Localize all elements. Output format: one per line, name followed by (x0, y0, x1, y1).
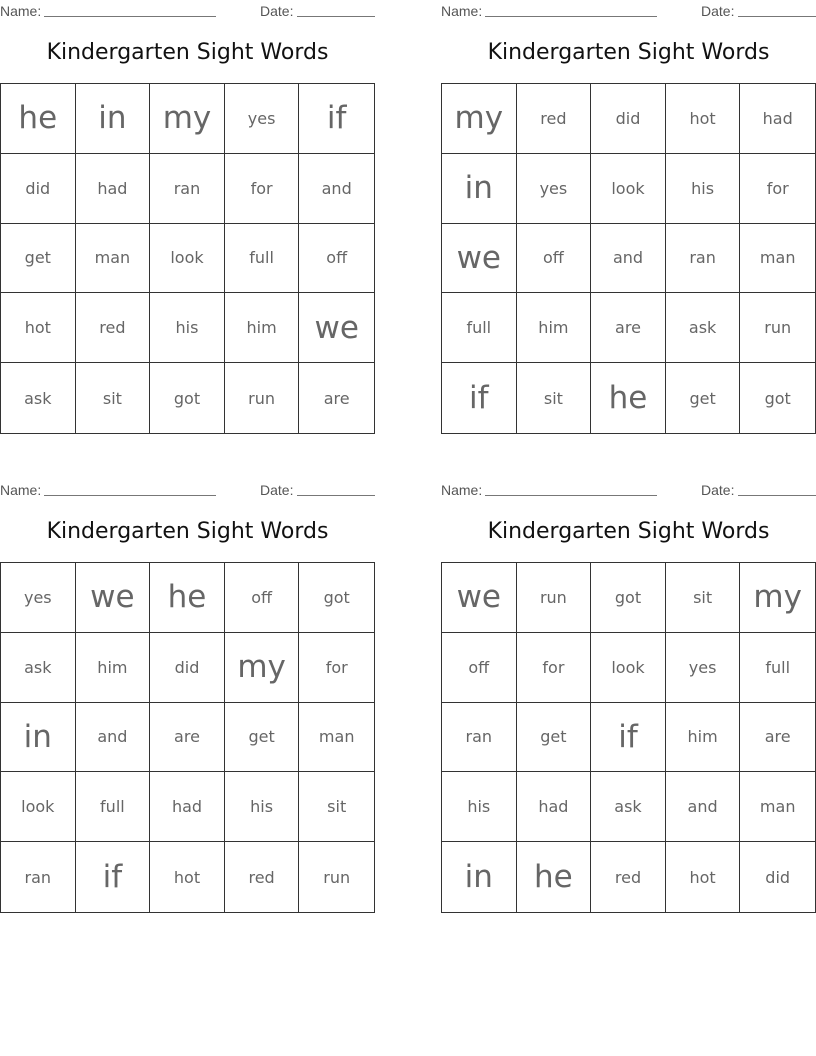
word-cell: look (150, 224, 225, 294)
word-cell: he (591, 363, 666, 433)
word-cell: his (442, 772, 517, 842)
word-cell: if (76, 842, 151, 912)
word-cell: had (740, 84, 815, 154)
word-cell: sit (666, 563, 741, 633)
date-label: Date: (260, 482, 294, 498)
name-label: Name: (441, 482, 483, 498)
word-cell: run (517, 563, 592, 633)
word-cell: are (323, 388, 350, 408)
word-cell: red (517, 84, 592, 154)
bingo-card (441, 0, 816, 434)
word-cell: for (299, 633, 374, 703)
word-cell: my (442, 84, 517, 154)
word-cell: him (76, 633, 151, 703)
word-cell: and (591, 224, 666, 294)
word-cell: he (150, 563, 225, 633)
word-cell: if (442, 363, 517, 433)
word-cell: yes (517, 154, 592, 224)
word-cell: are (591, 293, 666, 363)
word-cell: in (1, 703, 76, 773)
word-cell: sit (76, 363, 151, 433)
word-cell: my (740, 563, 815, 633)
word-cell: off (517, 224, 592, 294)
word-cell: man (299, 703, 374, 773)
date-label: Date: (260, 3, 294, 19)
word-cell: get (666, 363, 741, 433)
word-cell: red (225, 842, 300, 912)
word-cell: for (225, 154, 300, 224)
word-cell: hot (1, 293, 76, 363)
date-blank-line (297, 16, 375, 17)
word-cell: full (442, 293, 517, 363)
word-cell: ran (1, 842, 76, 912)
word-cell: in (442, 842, 517, 912)
word-cell: man (740, 772, 815, 842)
name-label: Name: (0, 3, 42, 19)
word-cell: sit (299, 772, 374, 842)
word-cell: ask (1, 363, 76, 433)
word-cell: look (1, 772, 76, 842)
word-cell: my (150, 84, 225, 154)
word-cell: had (150, 772, 225, 842)
word-cell: and (299, 154, 374, 224)
word-cell: him (517, 293, 592, 363)
name-blank-line (485, 16, 657, 17)
word-cell: run (225, 363, 300, 433)
word-cell: did (1, 154, 76, 224)
word-cell: in (76, 84, 151, 154)
word-cell: and (666, 772, 741, 842)
word-cell: for (517, 633, 592, 703)
word-cell: hot (150, 842, 225, 912)
word-cell: if (299, 84, 374, 154)
word-cell: run (323, 867, 351, 887)
card-title: Kindergarten Sight Words (46, 519, 329, 544)
word-grid (0, 83, 375, 434)
date-blank-line (738, 495, 816, 496)
word-cell: ask (1, 633, 76, 703)
word-cell: ran (442, 703, 517, 773)
card-title: Kindergarten Sight Words (46, 40, 329, 65)
word-cell: get (517, 703, 592, 773)
word-cell: ran (666, 224, 741, 294)
date-label: Date: (701, 3, 735, 19)
word-cell: if (591, 703, 666, 773)
word-cell: off (442, 633, 517, 703)
word-cell: we (442, 224, 517, 294)
word-cell: red (76, 293, 151, 363)
word-cell: had (76, 154, 151, 224)
word-cell: my (225, 633, 300, 703)
word-grid (441, 83, 816, 434)
word-cell: ask (591, 772, 666, 842)
name-date-header (0, 479, 375, 501)
word-cell: full (740, 633, 815, 703)
word-cell: got (299, 563, 374, 633)
word-cell: red (591, 842, 666, 912)
name-date-header (0, 0, 375, 22)
bingo-card (0, 0, 375, 434)
date-label: Date: (701, 482, 735, 498)
word-cell: we (299, 293, 374, 363)
word-grid (0, 562, 375, 913)
word-cell: his (666, 154, 741, 224)
word-cell: he (1, 84, 76, 154)
word-cell: hot (666, 84, 741, 154)
word-cell: his (150, 293, 225, 363)
word-cell: man (740, 224, 815, 294)
word-cell: full (76, 772, 151, 842)
name-label: Name: (441, 3, 483, 19)
bingo-card (441, 479, 816, 913)
word-cell: did (591, 84, 666, 154)
word-cell: look (591, 633, 666, 703)
word-cell: we (442, 563, 517, 633)
date-blank-line (738, 16, 816, 17)
word-cell: sit (517, 363, 592, 433)
name-label: Name: (0, 482, 42, 498)
date-blank-line (297, 495, 375, 496)
word-cell: in (442, 154, 517, 224)
word-cell: we (76, 563, 151, 633)
word-cell: are (740, 703, 815, 773)
word-cell: his (225, 772, 300, 842)
word-cell: full (225, 224, 300, 294)
word-cell: did (150, 633, 225, 703)
word-cell: yes (225, 84, 300, 154)
word-cell: got (591, 563, 666, 633)
word-cell: man (76, 224, 151, 294)
word-cell: get (225, 703, 300, 773)
word-cell: did (765, 867, 791, 887)
name-blank-line (44, 495, 216, 496)
word-cell: got (150, 363, 225, 433)
word-cell: and (76, 703, 151, 773)
name-date-header (441, 0, 816, 22)
word-cell: ask (666, 293, 741, 363)
name-blank-line (44, 16, 216, 17)
word-cell: yes (666, 633, 741, 703)
word-cell: had (517, 772, 592, 842)
word-cell: off (225, 563, 300, 633)
name-date-header (441, 479, 816, 501)
word-cell: he (517, 842, 592, 912)
word-cell: got (764, 388, 791, 408)
word-cell: for (740, 154, 815, 224)
word-cell: yes (1, 563, 76, 633)
card-title: Kindergarten Sight Words (487, 519, 770, 544)
word-cell: run (740, 293, 815, 363)
word-cell: him (225, 293, 300, 363)
word-cell: hot (666, 842, 741, 912)
card-title: Kindergarten Sight Words (487, 40, 770, 65)
name-blank-line (485, 495, 657, 496)
bingo-card (0, 479, 375, 913)
word-cell: ran (150, 154, 225, 224)
word-cell: off (299, 224, 374, 294)
word-cell: him (666, 703, 741, 773)
word-cell: are (150, 703, 225, 773)
word-cell: look (591, 154, 666, 224)
word-grid (441, 562, 816, 913)
word-cell: get (1, 224, 76, 294)
